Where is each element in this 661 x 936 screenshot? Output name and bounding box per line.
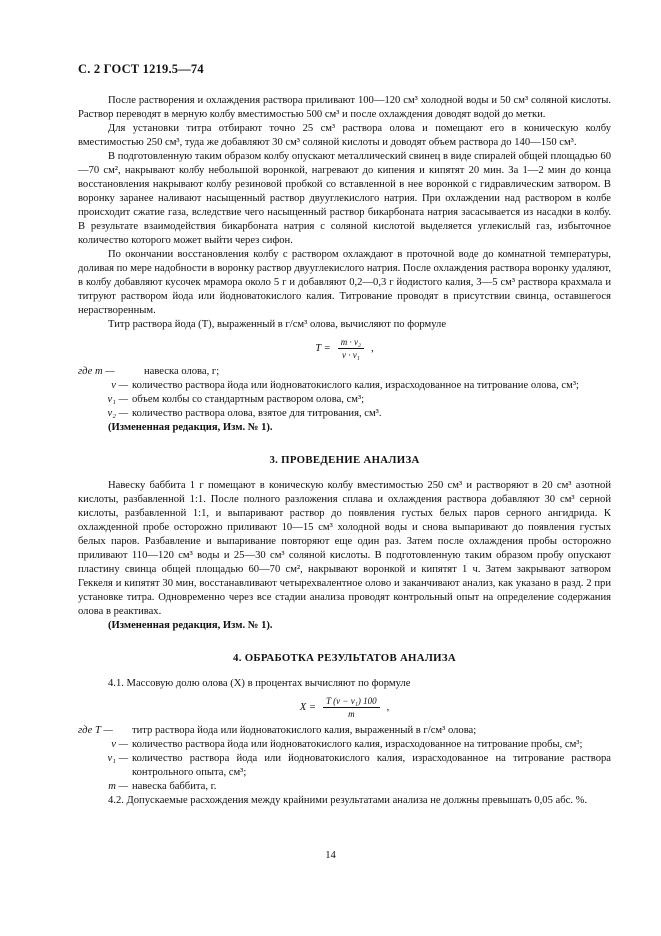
section-title-results: 4. ОБРАБОТКА РЕЗУЛЬТАТОВ АНАЛИЗА — [233, 652, 456, 664]
formula-denominator: m — [348, 709, 355, 719]
legend-text: количество раствора олова, взятое для титрования, см³. — [132, 408, 382, 419]
legend-symbol: v — — [111, 739, 128, 750]
paragraph: Навеску баббита 1 г помещают в коническую колбу вместимостью 250 см³ и растворяют в 20 см³ азотной кислоты, разбавленной 1:1. После полного разложения сплава и охлаждения раствора добавляют 30 см³ серной кислоты, разбавленной 1:1, и выпаривают раствор до появления густых белых паров серного ангидрида. К охлажденной пробе осторожно приливают 10—15 см³ холодной воды и снова выпаривают до появления густых белых паров. Разбавление и выпаривание повторяют еще один раз. Затем после охлаждения пробы осторожно приливают 110—120 см³ воды и 25—30 см³ соляной кислоты. В подготовленную таким образом пробу опускают пластину свинца общей площадью 60—70 см², накрывают воронкой и кипятят 1 ч. Затем закрывают затвором Геккеля и кипятят 30 мин, восстанавливают четырехвалентное олово и заканчивают анализ, как указано в разд. 2 при установке титра. Одновременно через все стадии анализа проводят контрольный опыт на определение содержания олова в реактивах. — [78, 480, 611, 617]
formula-tail: , — [371, 342, 374, 354]
legend-row — [78, 752, 611, 780]
amendment-note: (Измененная редакция, Изм. № 1). — [108, 620, 273, 631]
formula-lhs: T = — [315, 342, 331, 354]
formula-legend — [78, 365, 611, 421]
legend-row — [78, 393, 611, 407]
formula-mass-fraction — [78, 695, 611, 720]
legend-text: количество раствора йода или йодноватокислого калия, израсходованное на титрование раствора контрольного опыта, см³; — [132, 753, 611, 778]
formula-fraction — [323, 695, 380, 720]
section-title-analysis: 3. ПРОВЕДЕНИЕ АНАЛИЗА — [269, 454, 420, 466]
legend-row — [78, 724, 611, 738]
paragraph: Для установки титра отбирают точно 25 см³ раствора олова и помещают его в коническую колбу вместимостью 250 см³, туда же добавляют 30 см³ соляной кислоты и доводят объем раствора до 140—150 см³. — [78, 123, 611, 148]
legend-text: количество раствора йода или йодноватокислого калия, израсходованное на титрование олова, см³; — [132, 380, 579, 391]
formula-fraction — [338, 336, 364, 361]
formula-denominator: v · v₁ — [341, 350, 360, 360]
paragraph: Титр раствора йода (T), выраженный в г/см³ олова, вычисляют по формуле — [108, 319, 447, 330]
paragraph: 4.2. Допускаемые расхождения между крайними результатами анализа не должны превышать 0,05 абс. %. — [108, 795, 588, 806]
formula-numerator: T (v − v₁) 100 — [323, 695, 380, 708]
page-number: 14 — [325, 850, 336, 861]
paragraph: По окончании восстановления колбу с раствором охлаждают в проточной воде до комнатной температуры, доливая по мере надобности в воронку раствор двууглекислого натрия. После охлаждения раствора воронку удаляют, в колбу добавляют кусочек мрамора около 5 г и добавляют 0,2—0,3 г йодистого калия, 3—5 см³ раствора крахмала и титруют раствором йода или йодноватокислого калия. Титрование проводят в присутствии свинца, оставшегося нерастворенным. — [78, 249, 611, 316]
formula-legend — [78, 724, 611, 794]
legend-symbol: где m — — [78, 366, 115, 377]
formula-lhs: X = — [299, 701, 317, 713]
legend-text: количество раствора йода или йодноватокислого калия, израсходованное на титрование пробы, см³; — [132, 739, 583, 750]
formula-titer — [78, 336, 611, 361]
legend-symbol: v₁ — — [107, 753, 128, 764]
paragraph: 4.1. Массовую долю олова (X) в процентах вычисляют по формуле — [108, 678, 411, 689]
legend-row — [78, 738, 611, 752]
legend-row — [78, 780, 611, 794]
formula-tail: , — [386, 701, 390, 713]
legend-symbol: v₂ — — [107, 408, 128, 419]
legend-row — [78, 379, 611, 393]
legend-text: навеска баббита, г. — [132, 781, 217, 792]
legend-text: титр раствора йода или йодноватокислого калия, выраженный в г/см³ олова; — [132, 725, 477, 736]
legend-symbol: v — — [111, 380, 128, 391]
legend-text: навеска олова, г; — [144, 366, 220, 377]
paragraph: После растворения и охлаждения раствора приливают 100—120 см³ холодной воды и 50 см³ соляной кислоты. Раствор переводят в мерную колбу вместимостью 500 см³ и после охлаждения доводят водой до метки. — [78, 95, 611, 120]
legend-symbol: v₁ — — [107, 394, 128, 405]
paragraph: В подготовленную таким образом колбу опускают металлический свинец в виде спиралей общей площадью 60—70 см², накрывают колбу небольшой воронкой, нагревают до кипения и кипятят 20 мин. За 1—2 мин до конца восстановления накрывают колбу резиновой пробкой со вставленной в нее воронкой с гидравлическим затвором. В воронку заранее наливают насыщенный раствор двууглекислого натрия. При охлаждении над раствором в колбе происходит сжатие газа, вследствие чего насыщенный раствор бикарбоната натрия засасывается из насадки в колбу. В результате взаимодействия бикарбоната натрия с соляной кислотой выделяется углекислый газ, избыточное количество которого может выйти через сифон. — [78, 151, 611, 246]
document-body — [78, 94, 611, 808]
legend-text: объем колбы со стандартным раствором олова, см³; — [132, 394, 365, 405]
page-header: С. 2 ГОСТ 1219.5—74 — [78, 62, 204, 76]
formula-numerator: m · v₂ — [338, 336, 364, 349]
legend-row — [78, 365, 611, 379]
legend-symbol: где T — — [78, 725, 113, 736]
legend-row — [78, 407, 611, 421]
legend-symbol: m — — [108, 781, 128, 792]
amendment-note: (Измененная редакция, Изм. № 1). — [108, 422, 273, 433]
